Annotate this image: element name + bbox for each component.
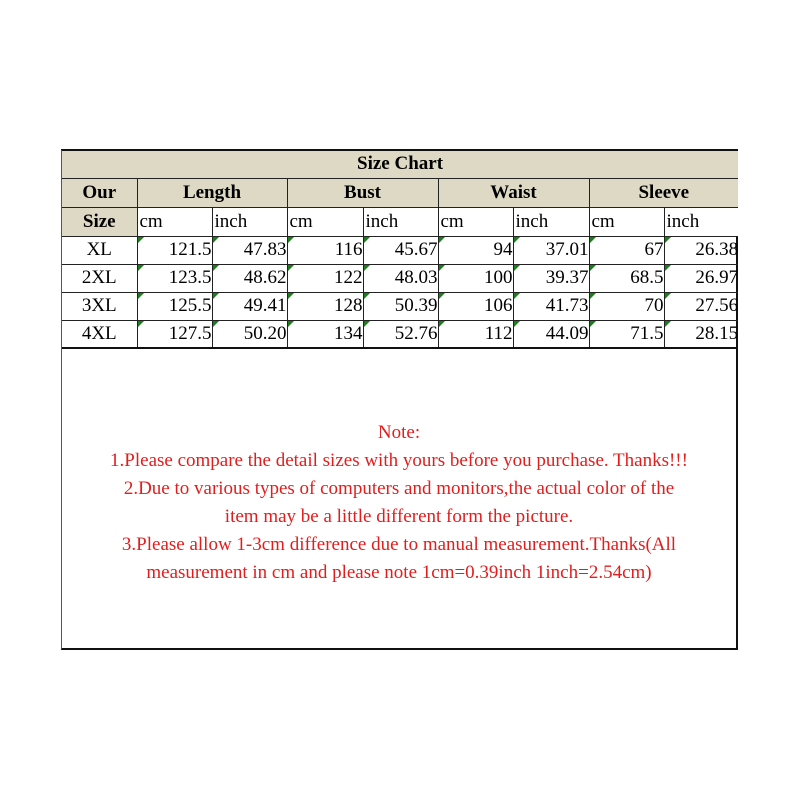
size-table [62, 151, 738, 349]
value-cell: 49.41 [212, 292, 287, 320]
size-chart [61, 149, 738, 650]
value-cell: 48.62 [212, 264, 287, 292]
group-bust: Bust [287, 178, 438, 207]
note-line: 3.Please allow 1-3cm difference due to manual measurement.Thanks(All [121, 534, 677, 555]
note-line: 2.Due to various types of computers and monitors,the actual color of the [123, 478, 675, 499]
value-cell: 52.76 [363, 320, 438, 348]
size-cell: 4XL [62, 320, 137, 348]
value-cell: 44.09 [513, 320, 589, 348]
note-line: 1.Please compare the detail sizes with yours before you purchase. Thanks!!! [110, 450, 688, 471]
value-cell: 45.67 [363, 236, 438, 264]
table-row [62, 292, 738, 320]
value-cell: 122 [287, 264, 363, 292]
value-cell: 134 [287, 320, 363, 348]
size-cell: XL [62, 236, 137, 264]
value-cell: 37.01 [513, 236, 589, 264]
value-cell: 100 [438, 264, 513, 292]
size-header-top: Our [62, 178, 137, 207]
value-cell: 26.97 [664, 264, 738, 292]
group-sleeve: Sleeve [589, 178, 738, 207]
size-cell: 2XL [62, 264, 137, 292]
value-cell: 128 [287, 292, 363, 320]
table-row [62, 320, 738, 348]
group-length: Length [137, 178, 287, 207]
unit-inch: inch [212, 207, 287, 236]
value-cell: 39.37 [513, 264, 589, 292]
unit-inch: inch [664, 207, 738, 236]
value-cell: 50.20 [212, 320, 287, 348]
note-line: measurement in cm and please note 1cm=0.39inch 1inch=2.54cm) [146, 562, 652, 583]
value-cell: 112 [438, 320, 513, 348]
table-row [62, 264, 738, 292]
title-row [62, 151, 738, 178]
value-cell: 125.5 [137, 292, 212, 320]
value-cell: 47.83 [212, 236, 287, 264]
value-cell: 106 [438, 292, 513, 320]
unit-header-row [62, 207, 738, 236]
value-cell: 28.15 [664, 320, 738, 348]
note-line: item may be a little different form the picture. [224, 506, 574, 527]
unit-cm: cm [287, 207, 363, 236]
value-cell: 48.03 [363, 264, 438, 292]
note-heading: Note: [377, 422, 421, 443]
size-cell: 3XL [62, 292, 137, 320]
unit-cm: cm [438, 207, 513, 236]
value-cell: 71.5 [589, 320, 664, 348]
unit-inch: inch [513, 207, 589, 236]
value-cell: 127.5 [137, 320, 212, 348]
group-header-row [62, 178, 738, 207]
value-cell: 50.39 [363, 292, 438, 320]
note-section [62, 419, 736, 587]
unit-inch: inch [363, 207, 438, 236]
value-cell: 121.5 [137, 236, 212, 264]
unit-cm: cm [589, 207, 664, 236]
size-header-bottom: Size [62, 207, 137, 236]
value-cell: 68.5 [589, 264, 664, 292]
value-cell: 70 [589, 292, 664, 320]
group-waist: Waist [438, 178, 589, 207]
value-cell: 41.73 [513, 292, 589, 320]
value-cell: 123.5 [137, 264, 212, 292]
unit-cm: cm [137, 207, 212, 236]
chart-title: Size Chart [62, 151, 738, 178]
value-cell: 94 [438, 236, 513, 264]
value-cell: 27.56 [664, 292, 738, 320]
value-cell: 26.38 [664, 236, 738, 264]
value-cell: 116 [287, 236, 363, 264]
table-row [62, 236, 738, 264]
value-cell: 67 [589, 236, 664, 264]
